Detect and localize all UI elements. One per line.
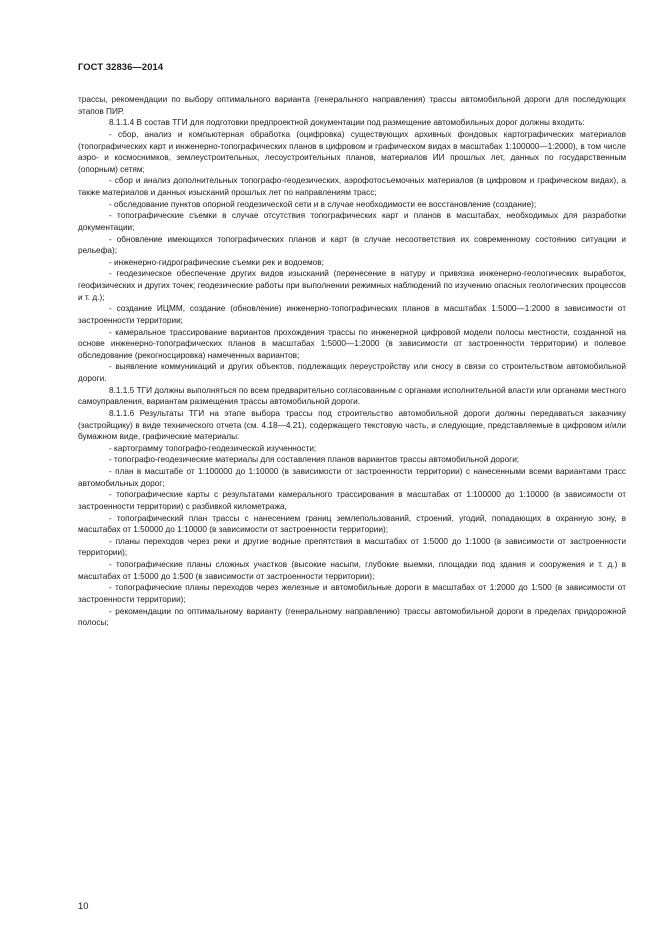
paragraph: - сбор и анализ дополнительных топографо-геодезических, аэрофотосъемочных материалов (в цифровом и графическом видах), а также материалов и данных изысканий прошлых лет по направлениям трасс;: [78, 176, 626, 197]
paragraph: - обследование пунктов опорной геодезической сети и в случае необходимости ее восстановление (создание);: [109, 199, 537, 209]
paragraph: - топографические планы сложных участков (высокие насыпи, глубокие выемки, площадки под здания и сооружения и т. д.) в масштабах от 1:5000 до 1:500 (в зависимости от застроенности территории);: [78, 560, 626, 581]
paragraph: - картограмму топографо-геодезической изученности;: [109, 443, 317, 453]
paragraph: 8.1.1.5 ТГИ должны выполняться по всем предварительно согласованным с органами исполнительной власти или органами местного самоуправления, вариантам размещения трассы автомобильной дороги.: [78, 385, 626, 407]
paragraph: - геодезическое обеспечение других видов изысканий (перенесение в натуру и привязка инженерно-геологических выработок, геофизических и других точек; геодезические работы при выполнении режимных наблюдений по изучению опасных геологических процессов и т. д.);: [78, 269, 626, 302]
paragraph: - планы переходов через реки и другие водные препятствия в масштабах от 1:5000 до 1:1000 (в зависимости от застроенности территории);: [78, 536, 626, 558]
paragraph: - обновление имеющихся топографических планов и карт (в случае несоответствия их современному состоянию ситуации и рельефа);: [78, 234, 626, 256]
paragraph: - создание ИЦММ, создание (обновление) инженерно-топографических планов в масштабах 1:5000—1:2000 в зависимости от застроенности территории;: [78, 304, 626, 325]
paragraph: - выявление коммуникаций и других объектов, подлежащих переустройству или сносу в связи со строительством автомобильной дороги.: [78, 362, 626, 383]
paragraph: - топографо-геодезические материалы для составления планов вариантов трассы автомобильной дороги;: [109, 455, 520, 465]
paragraph: - топографические съемки в случае отсутствия топографических карт и планов в масштабах, необходимых для разработки документации;: [78, 211, 626, 232]
paragraph: - сбор, анализ и компьютерная обработка (оцифровка) существующих архивных фондовых картографических материалов (топографических карт и инженерно-топографических планов в цифровом и графическом видах в масштабах 1:100000—1:2000), в том числе аэро- и космоснимков, землеустроительных, лесоустроительных планов, материалов ИИ прошлых лет, данных по государственным (опорным) сетям;: [78, 129, 626, 174]
paragraph: 8.1.1.6 Результаты ТГИ на этапе выбора трассы под строительство автомобильной дороги должны передаваться заказчику (застройщику) в виде технического отчета (см. 4.18—4.21), содержащего текстовую часть, и следующие, представляемые в цифровом и/или бумажном виде, графические материалы:: [78, 408, 626, 442]
paragraph: - топографический план трассы с нанесением границ землепользований, строений, угодий, попадающих в охранную зону, в масштабах от 1:50000 до 1:10000 (в зависимости от застроенности территории);: [78, 513, 626, 535]
body-text: [78, 94, 626, 629]
standard-header: ГОСТ 32836—2014: [78, 61, 164, 72]
paragraph: - камеральное трассирование вариантов прохождения трассы по инженерной цифровой модели полосы местности, созданной на основе инженерно-топографических планов в масштабах 1:5000—1:2000 (в зависимости от застроенности территории) и полевое обследование (рекогносцировка) намеченных вариантов;: [78, 327, 626, 360]
paragraph: - инженерно-гидрографические съемки рек и водоемов;: [109, 257, 324, 267]
page-number: 10: [78, 900, 89, 911]
paragraph: - топографические карты с результатами камерального трассирования в масштабах от 1:100000 до 1:10000 (в зависимости от застроенности территории) с разбивкой километража,: [78, 490, 626, 511]
paragraph: - рекомендации по оптимальному варианту (генеральному направлению) трассы автомобильной дороги в пределах придорожной полосы;: [78, 606, 626, 628]
paragraph: 8.1.1.4 В состав ТГИ для подготовки предпроектной документации под размещение автомобильных дорог должны входить:: [109, 118, 585, 128]
paragraph: - план в масштабе от 1:100000 до 1:10000 (в зависимости от застроенности территории) с нанесенными всеми вариантами трасс автомобильных дорог;: [78, 467, 626, 488]
paragraph: - топографические планы переходов через железные и автомобильные дороги в масштабах от 1:2000 до 1:500 (в зависимости от застроенности территории);: [78, 583, 626, 604]
paragraph: трассы, рекомендации по выбору оптимального варианта (генерального направления) трассы автомобильной дороги для последующих этапов ПИР.: [78, 95, 626, 116]
